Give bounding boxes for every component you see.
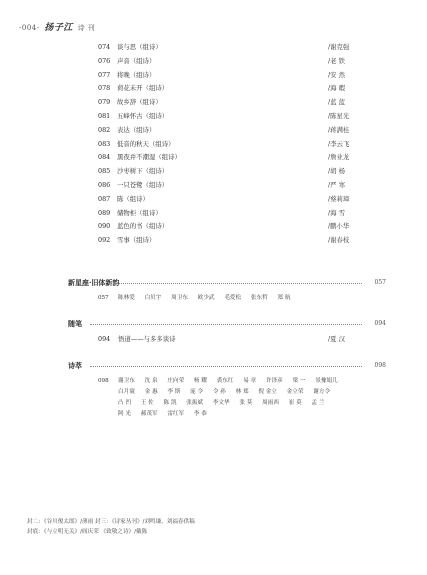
toc-entry[interactable]: [98, 234, 378, 248]
author-name: 谢卫东: [118, 378, 135, 384]
entry-author: /蒋满桂: [328, 125, 350, 134]
entry-title: 沙枣树下（组诗）: [117, 167, 169, 176]
author-name: 雷红军: [167, 411, 185, 417]
entry-title: 蓝色的书（组诗）: [117, 222, 169, 231]
entry-title: 储物柜（组诗）: [117, 208, 162, 217]
entry-author: /老 铁: [328, 56, 345, 65]
section-title: 新星座·旧体新韵: [68, 278, 120, 287]
section-suibi: [68, 318, 386, 347]
entry-title: 将晚（组诗）: [117, 70, 156, 79]
toc-entry[interactable]: [98, 82, 378, 96]
author-name: 周雨西: [262, 400, 279, 406]
author-name: 杨 耀: [193, 378, 207, 384]
section-title: 诗萃: [68, 361, 82, 370]
toc-entry[interactable]: [98, 138, 378, 152]
section-page: 098: [374, 362, 386, 369]
toc-entry[interactable]: [98, 69, 378, 83]
toc-entry[interactable]: [98, 207, 378, 221]
author-name: 阿 光: [118, 411, 131, 417]
toc-entry[interactable]: [98, 179, 378, 193]
author-name: 郑 航: [277, 295, 291, 301]
author-name: 林 郑: [235, 389, 249, 395]
entry-number: 078: [98, 84, 111, 93]
entry-author: /詹业龙: [328, 153, 350, 162]
author-name: 庞 令: [190, 389, 204, 395]
section-heading[interactable]: [68, 277, 386, 289]
page-header: [19, 20, 95, 33]
cover-credit-line: 封二：《谷川俊太郎》/薄雨 封三：《诗家丛刊》/刘鸣谦、刘福春供稿: [27, 519, 195, 525]
toc-entry[interactable]: [98, 55, 378, 69]
entry-author: /谢春枝: [328, 236, 350, 245]
entry-number: 084: [98, 153, 111, 162]
toc-entry[interactable]: [68, 333, 374, 347]
subsection-page: 098: [98, 378, 109, 384]
section-xinxingzuo: [68, 277, 386, 304]
author-name: 令 孙: [212, 389, 226, 395]
author-name: 沈 泉: [144, 378, 158, 384]
entry-title: 声音（组诗）: [117, 56, 156, 65]
author-name: 郝茂军: [140, 411, 158, 417]
author-name: 易 章: [243, 378, 257, 384]
author-name: 倪 金立: [258, 389, 277, 395]
author-name: 崔 莫: [288, 400, 302, 406]
toc-entry[interactable]: [98, 96, 378, 110]
dotted-leader: [108, 283, 362, 284]
entry-title: 荷花未开（组诗）: [117, 84, 169, 93]
toc-entry[interactable]: [98, 41, 378, 55]
author-name: 毛爱松: [224, 295, 242, 301]
entry-number: 074: [98, 43, 111, 51]
entry-title: 谈与思（组诗）: [117, 43, 162, 51]
author-name: 欧少武: [197, 295, 215, 301]
author-name: 庄向荣: [167, 378, 185, 384]
entry-number: 090: [98, 222, 111, 231]
section-page: 094: [374, 320, 386, 327]
author-name: 白月寰: [118, 389, 135, 395]
entry-number: 076: [98, 56, 111, 65]
author-name: 张东哲: [250, 295, 268, 301]
author-name: 王 佐: [140, 400, 154, 406]
section-shicui: [68, 360, 386, 420]
author-name: 景豫娟儿: [315, 378, 338, 384]
entry-author: /夏 汉: [328, 335, 345, 343]
entry-number: 082: [98, 125, 111, 134]
toc-entry[interactable]: [98, 151, 378, 165]
cover-credit-line: 封底：《与立明无关》/阎庆荣 《致敬之诗》/戴陈: [27, 529, 148, 535]
author-name: 凸 凹: [118, 400, 131, 406]
author-name: 许泽彦: [265, 378, 283, 384]
section-title: 随笔: [68, 319, 82, 328]
section-heading[interactable]: [68, 360, 386, 372]
entry-title: 故乡辞（组诗）: [117, 98, 162, 107]
author-name: 李 恭: [193, 411, 207, 417]
author-list: [68, 376, 374, 420]
entry-author: /海 雪: [328, 208, 345, 217]
subsection-page: 057: [98, 295, 109, 301]
entry-author: /安 然: [328, 70, 345, 79]
entry-number: 083: [98, 139, 111, 148]
author-name: 白贝宇: [144, 295, 162, 301]
dotted-leader: [90, 366, 362, 367]
toc-entry[interactable]: [98, 110, 378, 124]
toc-entry[interactable]: [98, 193, 378, 207]
entry-author: /陈星光: [328, 111, 350, 120]
entry-number: 081: [98, 111, 111, 120]
entry-author: /海 暇: [328, 84, 345, 93]
entry-title: 黑夜并不潮湿（组诗）: [117, 153, 181, 162]
entry-number: 086: [98, 180, 111, 189]
section-page: 057: [374, 279, 386, 286]
entry-author: /鹏小华: [328, 222, 350, 231]
author-name: 周卫东: [171, 295, 188, 301]
author-name: 张 莫: [239, 400, 253, 406]
entry-number: 089: [98, 208, 111, 217]
author-name: 陈 凯: [163, 400, 177, 406]
entry-title: 雪事（组诗）: [117, 236, 156, 245]
toc-entry[interactable]: [98, 124, 378, 138]
author-name: 梁 一: [292, 378, 306, 384]
entry-title: 悟道——与多多谈诗: [118, 335, 176, 343]
page-number: -004-: [19, 24, 40, 32]
author-name: 陈林爱: [118, 295, 135, 301]
toc-entry[interactable]: [98, 220, 378, 234]
entry-title: 陈（组诗）: [117, 194, 149, 203]
journal-subtitle: 诗 刊: [77, 24, 96, 32]
entry-author: /蔡莉璋: [328, 194, 350, 203]
entry-author: /严 寒: [328, 180, 345, 189]
author-name: 金 惠: [144, 389, 158, 395]
entry-number: 087: [98, 194, 111, 203]
entry-number: 092: [98, 236, 111, 245]
entry-author: /谢克强: [328, 43, 350, 51]
entry-number: 085: [98, 167, 111, 176]
toc-list: [98, 41, 378, 248]
cover-credits: [27, 517, 195, 537]
journal-logo: 扬子江: [44, 23, 73, 33]
section-heading[interactable]: [68, 318, 386, 330]
author-name: 金立荣: [286, 389, 304, 395]
toc-entry[interactable]: [98, 165, 378, 179]
entry-number: 077: [98, 70, 111, 79]
entry-author: /蓝 蓝: [328, 98, 345, 107]
entry-title: 表达（组诗）: [117, 125, 156, 134]
author-name: 李文华: [212, 400, 230, 406]
entry-number: 094: [98, 335, 111, 343]
author-name: 孟 兰: [311, 400, 325, 406]
entry-author: /胡 杨: [328, 167, 345, 176]
author-name: 裘东红: [216, 378, 234, 384]
entry-title: 五峰怀古（组诗）: [117, 111, 169, 120]
entry-number: 079: [98, 98, 111, 107]
entry-title: 一只苍鹭（组诗）: [117, 180, 169, 189]
author-list: [68, 293, 374, 304]
author-name: 谢方令: [313, 389, 331, 395]
author-name: 张振斌: [186, 400, 204, 406]
author-name: 李 斯: [167, 389, 181, 395]
entry-author: /李云飞: [328, 139, 350, 148]
entry-title: 低音的秋天（组诗）: [117, 139, 175, 148]
dotted-leader: [90, 324, 362, 325]
